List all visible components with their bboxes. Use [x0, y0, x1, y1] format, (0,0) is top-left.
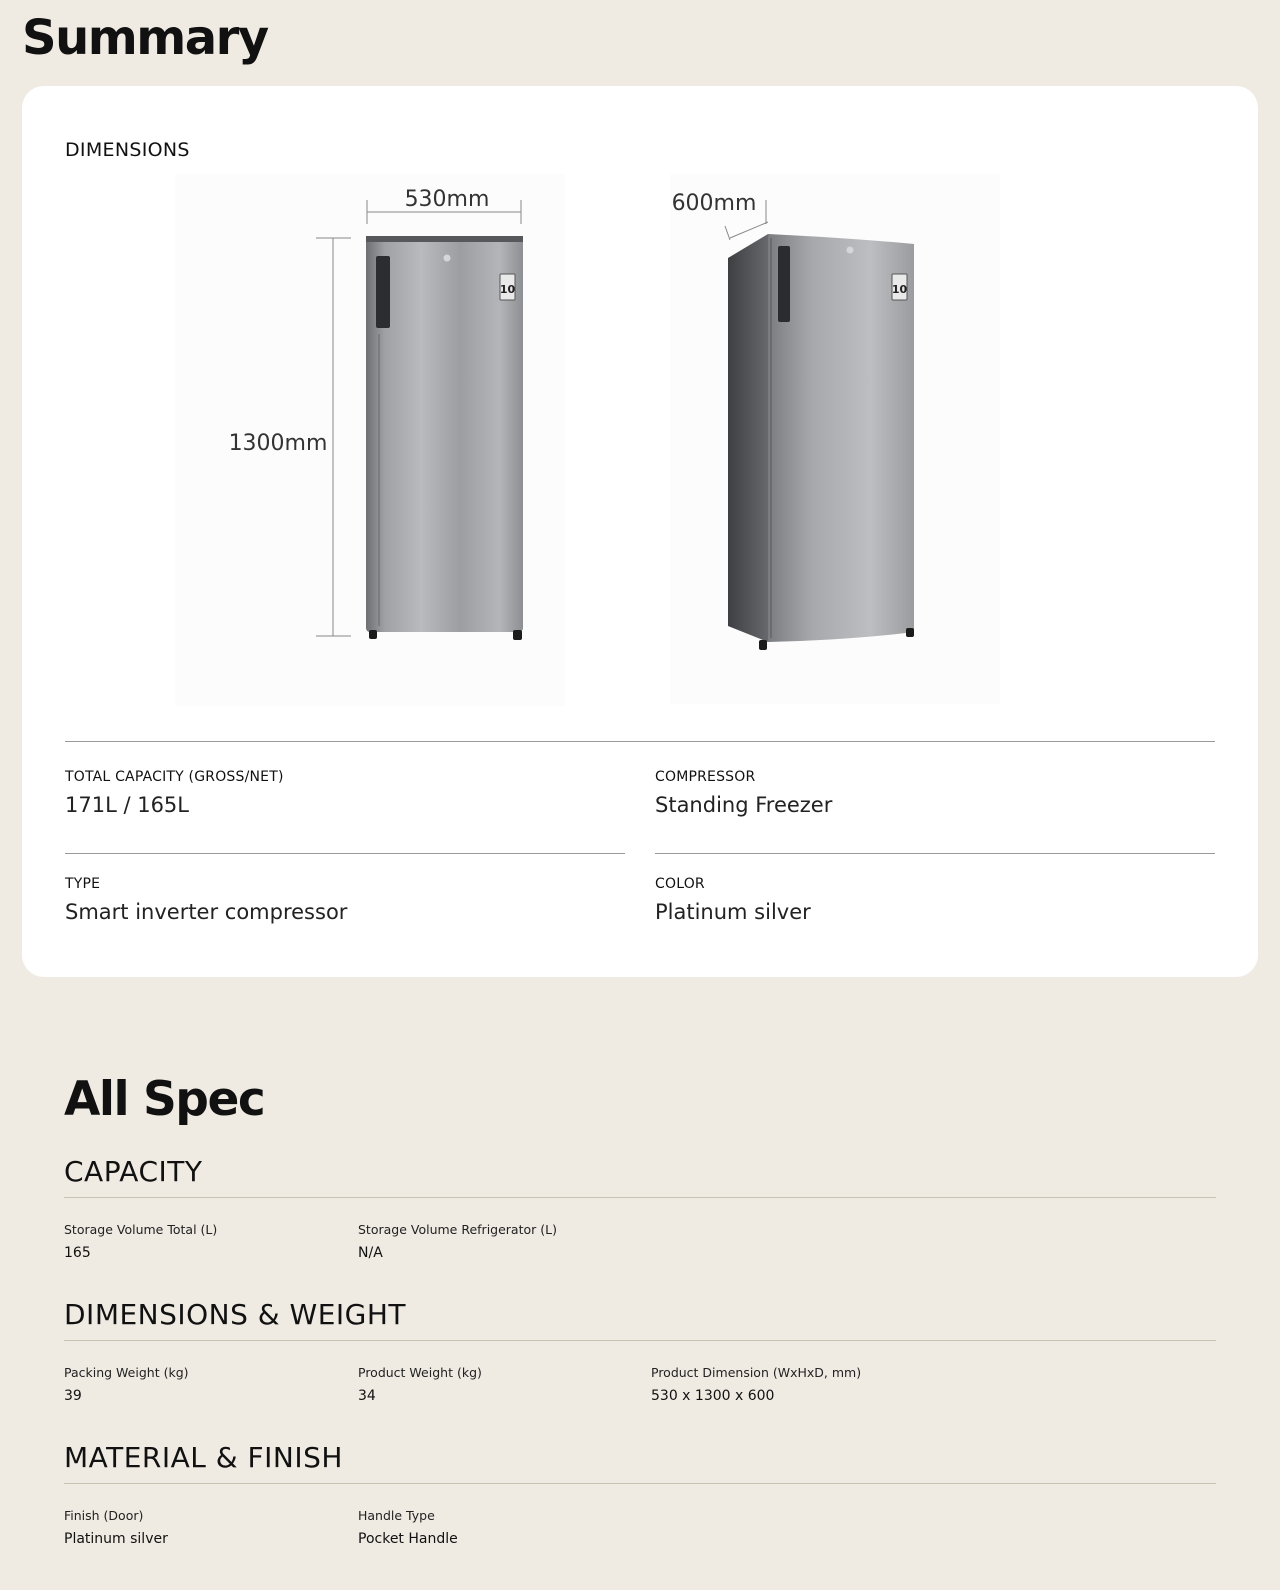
spec-item-label: Storage Volume Refrigerator (L) [358, 1222, 557, 1237]
section-heading: DIMENSIONS & WEIGHT [64, 1298, 407, 1331]
section-dimensions-weight [64, 1298, 1216, 1404]
spec-label: COLOR [655, 876, 705, 892]
spec-item-value: 39 [64, 1388, 82, 1404]
svg-text:10: 10 [499, 283, 516, 296]
section-capacity [64, 1155, 1216, 1261]
spec-label: COMPRESSOR [655, 769, 756, 785]
spec-label: TOTAL CAPACITY (GROSS/NET) [65, 769, 284, 785]
spec-item-value: N/A [358, 1245, 383, 1261]
spec-item [64, 1365, 189, 1404]
divider [65, 741, 1215, 742]
spec-value: 171L / 165L [65, 793, 189, 817]
spec-label: TYPE [65, 876, 101, 892]
spec-item-value: Platinum silver [64, 1531, 168, 1547]
divider [655, 853, 1215, 854]
spec-item-label: Finish (Door) [64, 1508, 144, 1523]
spec-item [358, 1508, 458, 1547]
freezer-side-image [670, 174, 1000, 704]
spec-item-value: Pocket Handle [358, 1531, 458, 1547]
spec-item [64, 1222, 217, 1261]
all-spec-title: All Spec [64, 1072, 265, 1127]
spec-total-capacity [65, 769, 625, 817]
spec-value: Platinum silver [655, 900, 811, 924]
freezer-front-image [175, 174, 565, 706]
spec-item [651, 1365, 861, 1404]
spec-item-value: 165 [64, 1245, 91, 1261]
spec-item [358, 1222, 557, 1261]
height-dimension-label: 1300mm [228, 431, 328, 456]
spec-item-value: 34 [358, 1388, 376, 1404]
divider [65, 853, 625, 854]
width-dimension-label: 530mm [404, 187, 490, 212]
spec-value: Smart inverter compressor [65, 900, 348, 924]
spec-item-value: 530 x 1300 x 600 [651, 1388, 775, 1404]
spec-item [358, 1365, 482, 1404]
depth-dimension-label: 600mm [671, 191, 757, 216]
spec-color [655, 876, 1215, 924]
spec-item-label: Storage Volume Total (L) [64, 1222, 218, 1237]
spec-item-label: Handle Type [358, 1508, 435, 1523]
spec-type [65, 876, 625, 924]
dimensions-label: DIMENSIONS [65, 139, 190, 161]
summary-title: Summary [22, 10, 268, 66]
summary-card [22, 86, 1258, 977]
spec-item-label: Product Weight (kg) [358, 1365, 482, 1380]
spec-item-label: Product Dimension (WxHxD, mm) [651, 1365, 862, 1380]
section-heading: CAPACITY [64, 1155, 203, 1188]
spec-item-label: Packing Weight (kg) [64, 1365, 189, 1380]
section-heading: MATERIAL & FINISH [64, 1441, 343, 1474]
section-material-finish [64, 1441, 1216, 1547]
spec-value: Standing Freezer [655, 793, 833, 817]
spec-item [64, 1508, 168, 1547]
svg-text:10: 10 [891, 283, 908, 296]
spec-compressor [655, 769, 1215, 817]
